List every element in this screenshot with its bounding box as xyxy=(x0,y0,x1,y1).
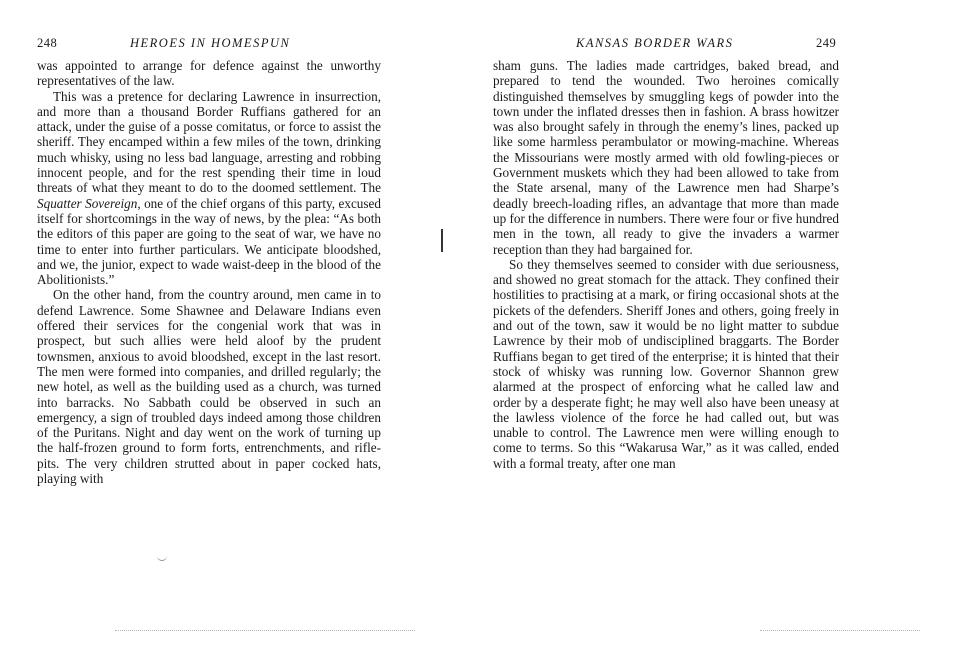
ink-mark xyxy=(157,556,167,561)
bottom-edge-noise xyxy=(760,630,920,632)
paragraph xyxy=(37,58,381,89)
text-run: This was a pretence for declaring Lawrence in insurrection, and more than a thousand Border Ruffians gathered for an attack, under the guise of a posse comitatus, or force to assist the sheriff. They encamped within a few miles of the town, drinking much whisky, using no less bad language, arresting and robbing innocent people, and for the rest spending their time in loud threats of what they meant to do to the doomed settlement. The xyxy=(37,88,381,196)
paragraph xyxy=(493,58,839,257)
right-page xyxy=(490,0,980,654)
paragraph xyxy=(37,287,381,486)
left-running-head: HEROES IN HOMESPUN xyxy=(130,36,291,50)
bottom-edge-noise xyxy=(115,630,415,632)
paragraph xyxy=(37,89,381,288)
right-page-body xyxy=(493,58,839,471)
text-run: On the other hand, from the country around, men came in to defend Lawrence. Some Shawnee and Delaware Indians even offered their services for the congenial work that was in prospect, but such allies were held aloof by the prudent townsmen, anxious to avoid bloodshed, except in the last resort. The men were formed into companies, and drilled regularly; the new hotel, as well as the building used as a church, was turned into barracks. No Sabbath could be observed in such an emergency, a sign of troubled days indeed among those children of the Puritans. Night and day went on the work of turning up the half-frozen ground to form forts, entrenchments, and rifle-pits. The very children strutted about in paper cocked hats, playing with xyxy=(37,287,381,487)
right-page-header xyxy=(490,36,845,52)
left-page-header xyxy=(37,36,382,52)
right-page-number: 249 xyxy=(816,36,837,50)
right-running-head: KANSAS BORDER WARS xyxy=(576,36,734,50)
gutter-mark xyxy=(441,229,443,252)
text-run: was appointed to arrange for defence against the unworthy representatives of the law. xyxy=(37,58,381,89)
italic-text: Squatter Sovereign xyxy=(37,195,138,211)
left-page-body xyxy=(37,58,381,486)
paragraph xyxy=(493,257,839,471)
text-run: , one of the chief organs of this party, excused itself for shortcomings in the way of news, by the plea: “As both the editors of this paper are going to the seat of war, we have no time to enter into further particulars. We anticipate bloodshed, and we, the junior, expect to wade waist-deep in the blood of the Abolitionists.” xyxy=(37,195,381,288)
text-run: sham guns. The ladies made cartridges, baked bread, and prepared to tend the wounded. Two heroines comically distinguished themselves by smuggling kegs of powder into the town under the inflated dresses then in fashion. A brass howitzer was also brought safely in through the enemy’s lines, packed up like some harmless perambulator or mowing-machine. Whereas the Missourians were mostly armed with old fowling-pieces or Government muskets which they had been allowed to take from the State arsenal, many of the Lawrence men had Sharpe’s deadly breech-loading rifles, an advantage that more than made up for the difference in numbers. There were four or five hundred men in the town, all ready to give the invaders a warmer reception than they had bargained for. xyxy=(493,58,839,257)
left-page-number: 248 xyxy=(37,36,58,50)
text-run: So they themselves seemed to consider with due seriousness, and showed no great stomach for the attack. They confined their hostilities to practising at a mark, or firing occasional shots at the pickets of the defenders. Sheriff Jones and others, going freely in and out of the town, saw it would be no light matter to subdue Lawrence by their mob of undisciplined braggarts. The Border Ruffians began to get tired of the enterprise; it is hinted that their stock of whisky was running low. Governor Shannon grew alarmed at the prospect of enforcing what he called law and order by a desperate fight; he may well also have been uneasy at the lawless violence of the force he had called out, but was unable to control. The Lawrence men were willing enough to come to terms. So this “Wakarusa War,” as it was called, ended with a formal treaty, after one man xyxy=(493,256,839,471)
